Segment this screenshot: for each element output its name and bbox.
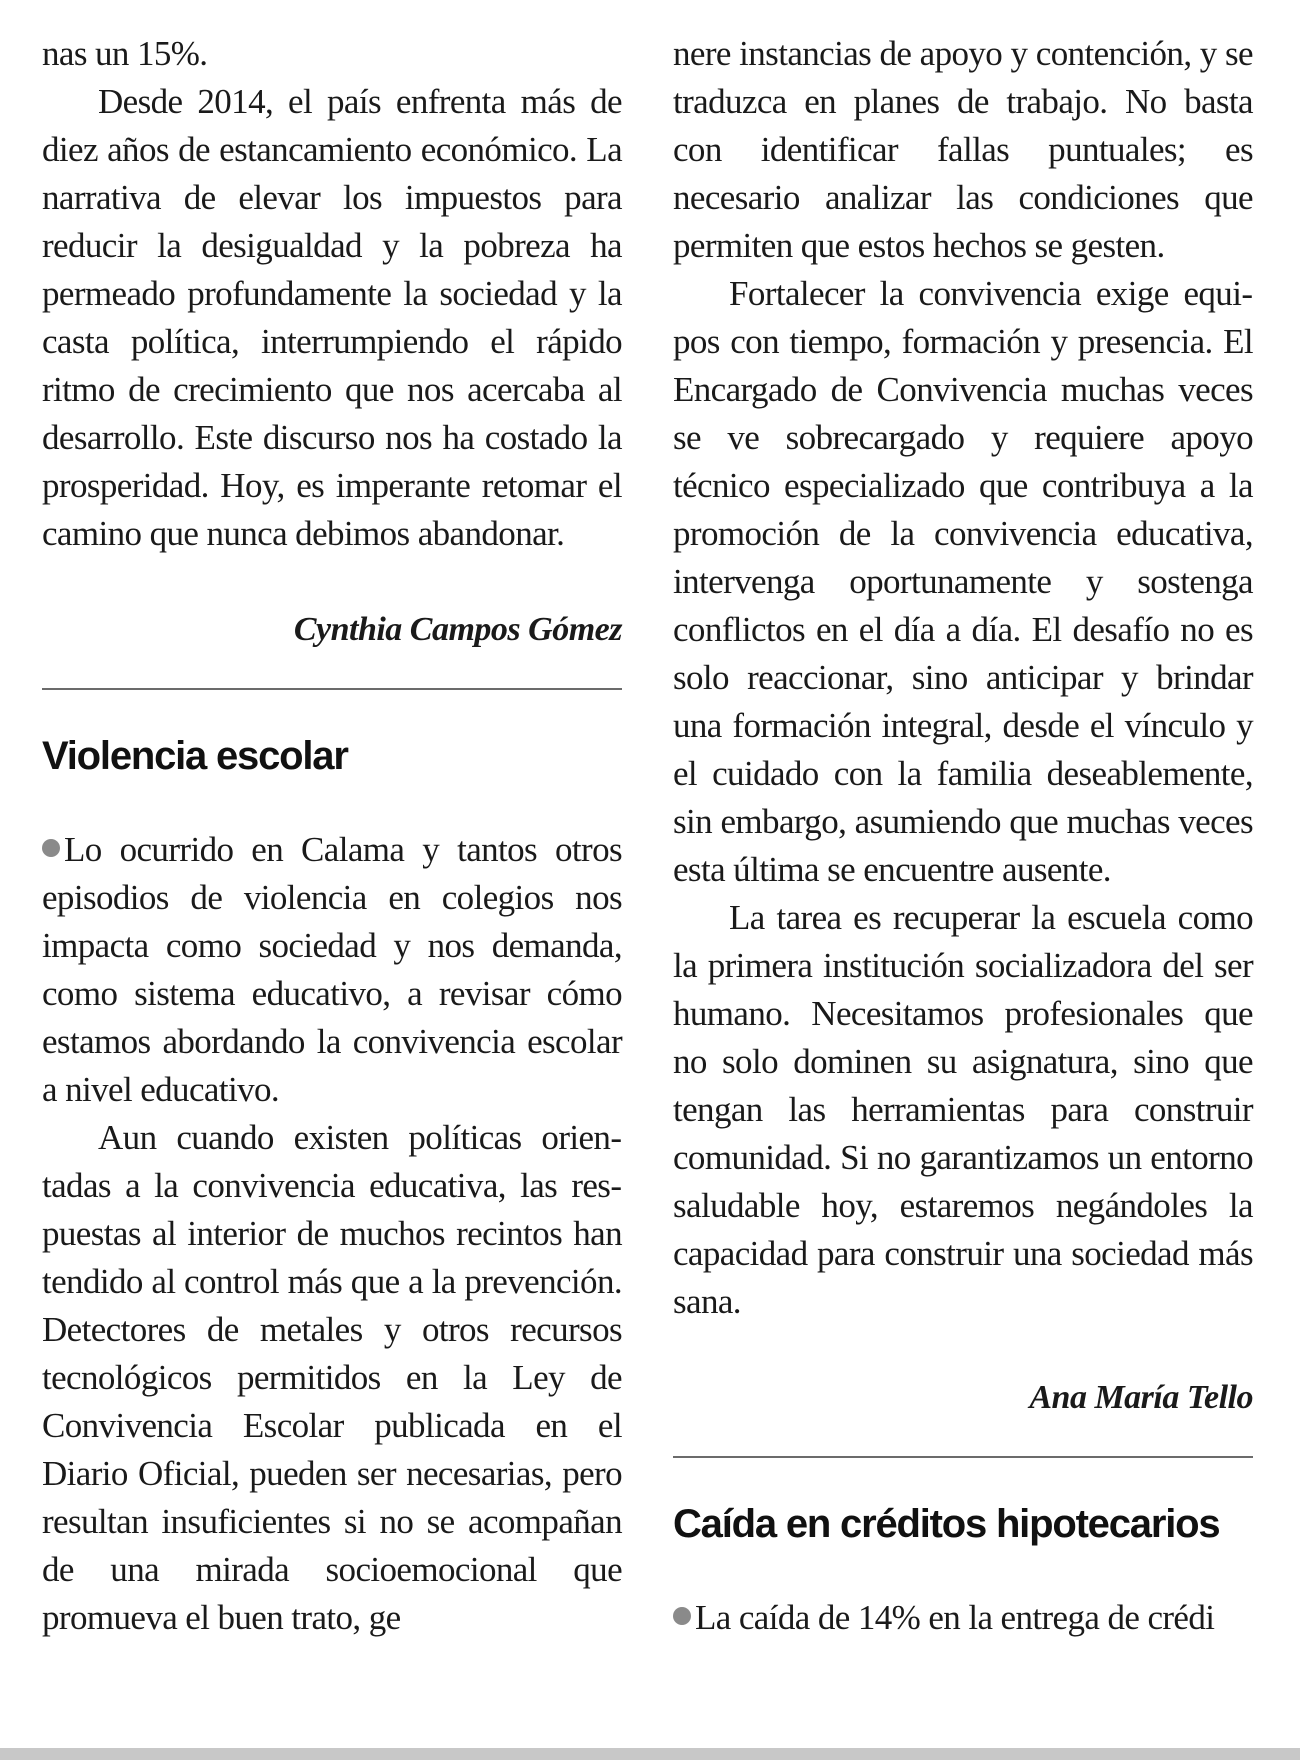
spacer: [673, 1326, 1253, 1374]
letter-opening-paragraph: [673, 1594, 1253, 1642]
section-heading: Caída en créditos hipotecarios: [673, 1502, 1220, 1546]
author-signature: Ana María Tello: [1029, 1379, 1253, 1416]
letter-body-paragraph: Fortalecer la convivencia exige equipos con tiempo, formación y presencia. El Encargado de Convivencia muchas veces se ve sobrecargado y requiere apoyo técnico especializado que contribuya a la promoción de la convivencia educativa, intervenga oportunamente y sostenga conflictos en el día a día. El desafío no es solo reaccionar, sino anticipar y brindar una formación integral, desde el vínculo y el cuidado con la familia deseablemente, sin embargo, asumiendo que muchas veces esta última se encuentre ausente.: [673, 274, 1253, 889]
section-heading: Violencia escolar: [42, 734, 348, 778]
letter-body-paragraph: Desde 2014, el país enfrenta más de diez años de estancamiento económico. La narrativa de elevar los impuestos para reducir la desigualdad y la pobreza ha permeado profundamente la sociedad y la casta política, interrumpiendo el rápido ritmo de crecimiento que nos acercaba al desarrollo. Este discurso nos ha costado la prosperidad. Hoy, es imperante retomar el camino que nunca debimos abandonar.: [42, 82, 622, 553]
spacer: [42, 690, 622, 732]
spacer: [42, 558, 622, 606]
paragraph-text: Lo ocurrido en Calama y tantos otros episodios de violencia en colegios nos impacta como sociedad y nos demanda, como sistema educativo, a revisar cómo estamos abordando la convivencia escolar a nivel educativo.: [42, 830, 622, 1109]
letter-opening-paragraph: [42, 826, 622, 1114]
spacer: [673, 1422, 1253, 1456]
letter-ending-paragraph: nas un 15%.: [42, 34, 208, 73]
author-signature: Cynthia Campos Gómez: [293, 611, 622, 648]
left-column: [42, 30, 622, 1642]
letter-continuation-paragraph: nere instancias de apoyo y contención, y se traduzca en planes de trabajo. No basta con identificar fallas puntuales; es necesario analizar las condiciones que permiten que estos hechos se gesten.: [673, 34, 1253, 265]
paragraph-text: La caída de 14% en la entrega de crédi: [695, 1598, 1215, 1637]
bullet-icon: [42, 839, 60, 857]
right-column: [673, 30, 1253, 1642]
bullet-icon: [673, 1607, 691, 1625]
letter-body-paragraph: Aun cuando existen políticas orientadas a la convivencia educativa, las respuestas al interior de muchos recintos han tendido al control más que a la prevención. Detectores de metales y otros recursos tecnológicos permitidos en la Ley de Convivencia Escolar publicada en el Diario Oficial, pueden ser necesarias, pero resultan insuficientes si no se acompañan de una mirada socioemocional que promueva el buen trato, ge: [42, 1118, 622, 1637]
spacer: [42, 780, 622, 826]
letter-body-paragraph: La tarea es recuperar la escuela como la primera institución socializadora del ser humano. Necesitamos profesionales que no solo dominen su asignatura, sino que tengan las herramientas para construir comunidad. Si no garantizamos un entorno saludable hoy, estaremos negándoles la capacidad para construir una sociedad más sana.: [673, 898, 1253, 1321]
spacer: [673, 1458, 1253, 1500]
spacer: [673, 1548, 1253, 1594]
page-bottom-edge: [0, 1748, 1300, 1760]
spacer: [42, 654, 622, 688]
